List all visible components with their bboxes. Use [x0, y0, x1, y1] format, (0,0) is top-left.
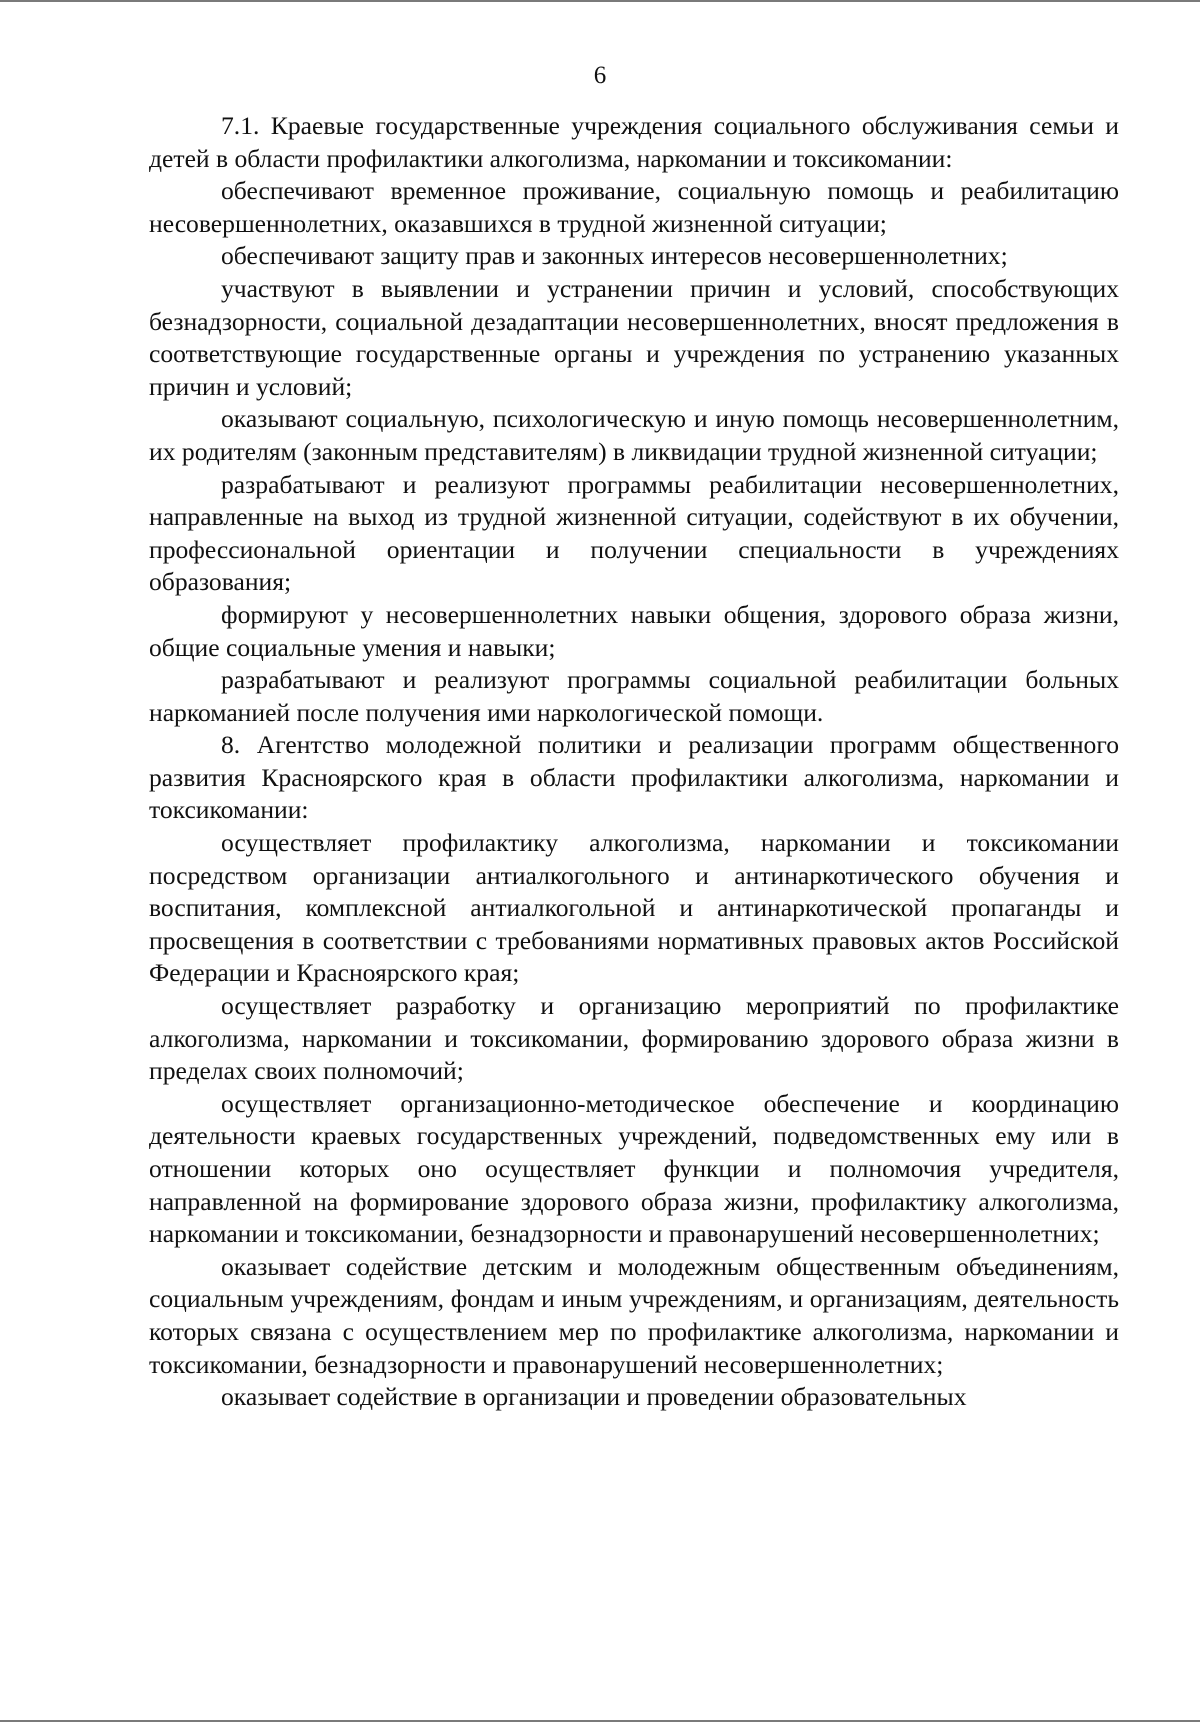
- paragraph-social-assistance: оказывают социальную, психологическую и иную помощь несовершеннолетним, их родителям (законным представителям) в ликвидации трудной жизненной ситуации;: [149, 404, 1119, 466]
- paragraph-educational-events: оказывает содействие в организации и проведении образовательных: [221, 1382, 967, 1412]
- document-body: [149, 110, 1119, 1414]
- paragraph-7-1: 7.1. Краевые государственные учреждения социального обслуживания семьи и детей в области профилактики алкоголизма, наркомании и токсикомании:: [149, 111, 1119, 173]
- paragraph-methodological-support: осуществляет организационно-методическое обеспечение и координацию деятельности краевых государственных учреждений, подведомственных ему или в отношении которых оно осуществляет функции и полномочия учредителя, направленной на формирование здорового образа жизни, профилактику алкоголизма, наркомании и токсикомании, безнадзорности и правонарушений несовершеннолетних;: [149, 1088, 1119, 1249]
- paragraph-causes-elimination: участвуют в выявлении и устранении причин и условий, способствующих безнадзорности, социальной дезадаптации несовершеннолетних, вносят предложения в соответствующие государственные органы и учреждения по устранению указанных причин и условий;: [149, 273, 1119, 401]
- paragraph-addiction-rehabilitation: разрабатывают и реализуют программы социальной реабилитации больных наркоманией после получения ими наркологической помощи.: [149, 665, 1119, 727]
- scan-edge-top: [0, 0, 1200, 2]
- paragraph-public-associations: оказывает содействие детским и молодежным общественным объединениям, социальным учреждениям, фондам и иным учреждениям, и организациям, деятельность которых связана с осуществлением мер по профилактике алкоголизма, наркомании и токсикомании, безнадзорности и правонарушений несовершеннолетних;: [149, 1251, 1119, 1379]
- paragraph-8-youth-agency: 8. Агентство молодежной политики и реализации программ общественного развития Красноярского края в области профилактики алкоголизма, наркомании и токсикомании:: [149, 730, 1119, 825]
- paragraph-rehabilitation-programs: разрабатывают и реализуют программы реабилитации несовершеннолетних, направленные на выход из трудной жизненной ситуации, содействуют в их обучении, профессиональной ориентации и получении специальности в учреждениях образования;: [149, 469, 1119, 597]
- paragraph-prevention: осуществляет профилактику алкоголизма, наркомании и токсикомании посредством организации антиалкогольного и антинаркотического обучения и воспитания, комплексной антиалкогольной и антинаркотической пропаганды и просвещения в соответствии с требованиями нормативных правовых актов Российской Федерации и Красноярского края;: [149, 828, 1119, 988]
- paragraph-communication-skills: формируют у несовершеннолетних навыки общения, здорового образа жизни, общие социальные умения и навыки;: [149, 599, 1119, 662]
- page-number: 6: [593, 62, 607, 89]
- paragraph-events-organization: осуществляет разработку и организацию мероприятий по профилактике алкоголизма, наркомании и токсикомании, формированию здорового образа жизни в пределах своих полномочий;: [149, 991, 1119, 1086]
- paragraph-temporary-residence: обеспечивают временное проживание, социальную помощь и реабилитацию несовершеннолетних, оказавшихся в трудной жизненной ситуации;: [149, 176, 1119, 238]
- paragraph-rights-protection: обеспечивают защиту прав и законных интересов несовершеннолетних;: [221, 241, 1008, 271]
